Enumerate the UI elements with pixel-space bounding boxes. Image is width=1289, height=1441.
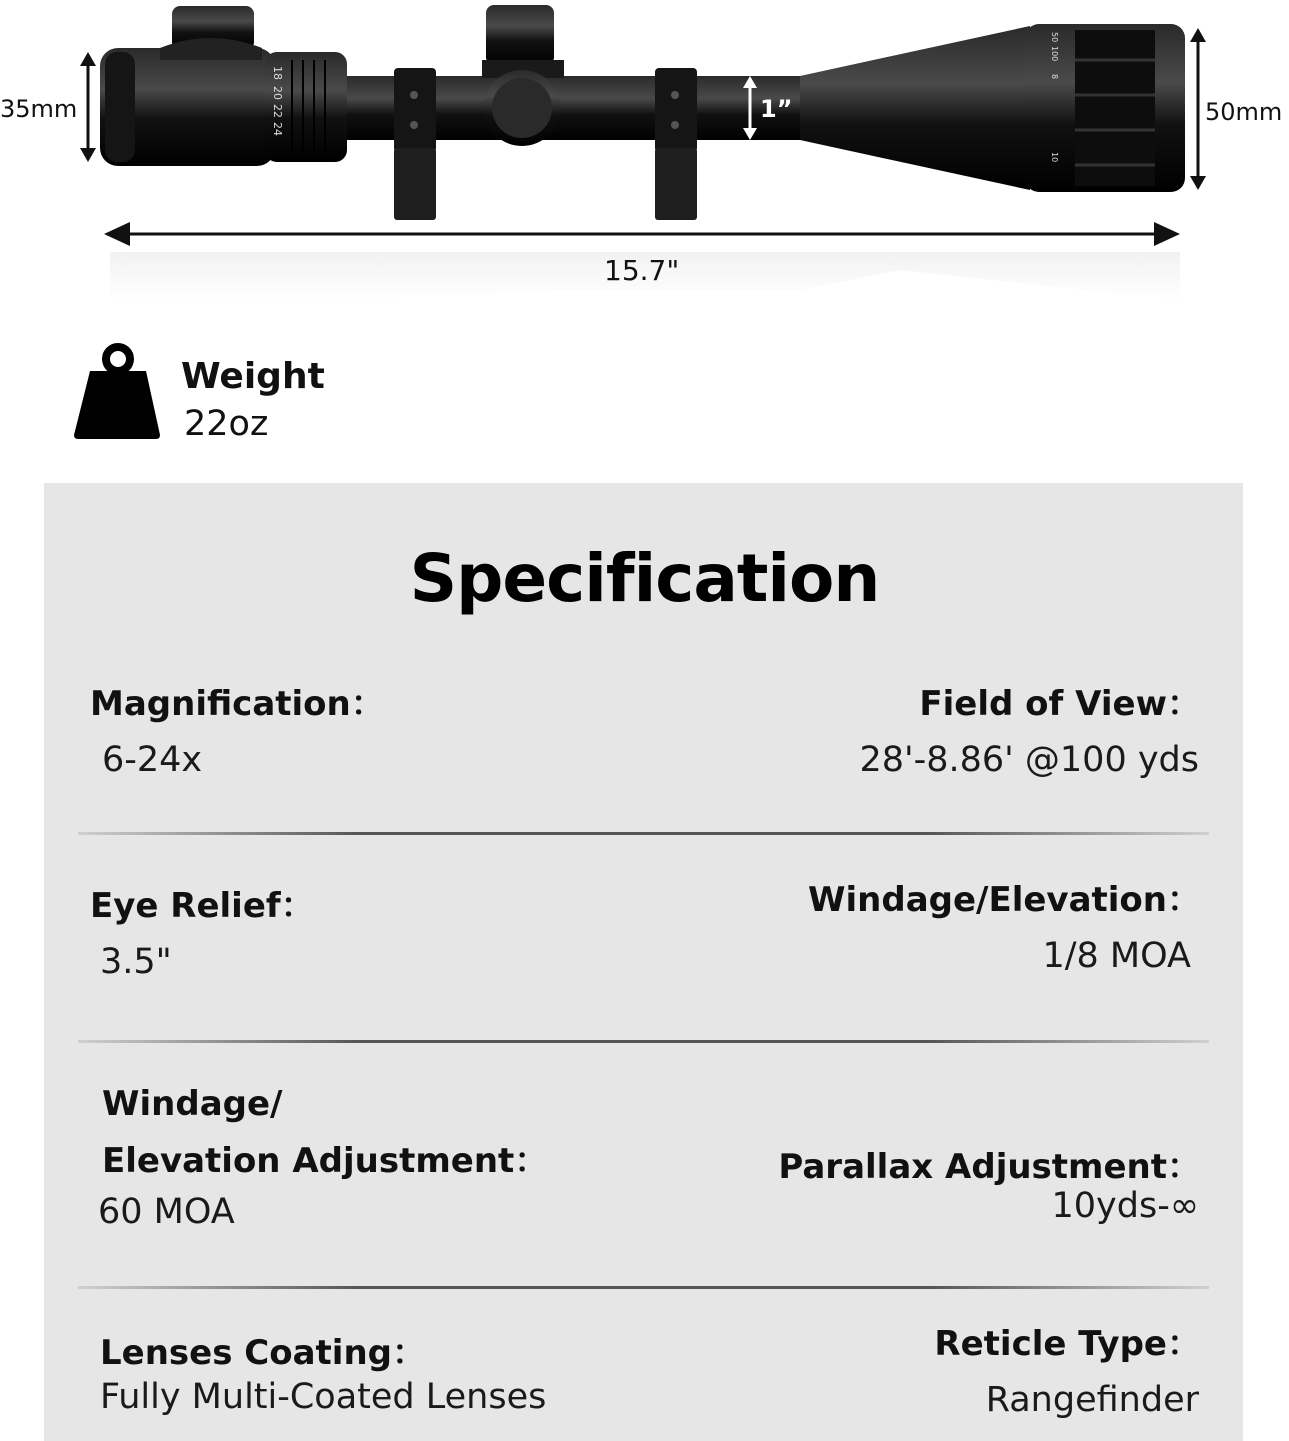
parallax-marking-3: 8 — [1050, 74, 1059, 80]
eyepiece-dimension-arrow — [80, 52, 96, 162]
elevation-turret — [486, 5, 554, 65]
weight-value: 22oz — [184, 404, 269, 444]
length-label: 15.7" — [604, 254, 680, 287]
tube-diameter-label: 1” — [760, 95, 793, 123]
objective-dimension-arrow — [1190, 28, 1206, 190]
magnification-label: Magnification： — [90, 684, 385, 724]
lenses-coating-value: Fully Multi-Coated Lenses — [100, 1377, 547, 1417]
windage-elevation-adjustment-value: 60 MOA — [98, 1192, 235, 1232]
windage-elevation-label: Windage/Elevation： — [808, 880, 1201, 920]
length-dimension-arrow — [104, 222, 1180, 246]
objective-diameter-label: 50mm — [1205, 98, 1283, 126]
divider-2 — [78, 1040, 1209, 1043]
parallax-marking-4: 10 — [1050, 152, 1059, 163]
field-of-view-label: Field of View： — [919, 684, 1201, 724]
parallax-marking-1: 50 — [1050, 32, 1059, 43]
eyepiece-cap — [105, 52, 135, 162]
parallax-adjustment-value: 10yds-∞ — [1051, 1186, 1199, 1226]
power-marking-2: 20 — [271, 86, 284, 100]
weight-icon — [72, 343, 162, 441]
field-of-view-value: 28'-8.86' @100 yds — [859, 740, 1199, 780]
power-marking-1: 18 — [271, 66, 284, 80]
lenses-coating-label: Lenses Coating： — [100, 1333, 427, 1373]
eye-relief-label: Eye Relief： — [90, 886, 315, 926]
divider-3 — [78, 1286, 1209, 1289]
parallax-marking-2: 100 — [1050, 46, 1059, 62]
scope-ring-mount-rear — [394, 68, 436, 220]
parallax-adjustment-label: Parallax Adjustment： — [778, 1147, 1201, 1187]
objective-bell — [800, 26, 1030, 190]
divider-1 — [78, 832, 1209, 835]
eyepiece-diameter-label: 35mm — [0, 95, 78, 123]
windage-elevation-adjustment-label-line2: Elevation Adjustment： — [102, 1141, 549, 1181]
windage-elevation-value: 1/8 MOA — [1042, 936, 1191, 976]
reticle-type-label: Reticle Type： — [934, 1324, 1201, 1364]
specification-title: Specification — [409, 540, 880, 617]
power-marking-3: 22 — [271, 104, 284, 118]
power-marking-4: 24 — [271, 122, 284, 136]
scope-ring-mount-front — [655, 68, 697, 220]
windage-turret-cap — [492, 78, 552, 138]
magnification-value: 6-24x — [102, 740, 203, 780]
reticle-type-value: Rangefinder — [985, 1380, 1199, 1420]
windage-elevation-adjustment-label-line1: Windage/ — [102, 1084, 283, 1124]
weight-title: Weight — [181, 356, 325, 397]
rifle-scope-illustration — [0, 0, 1289, 340]
eye-relief-value: 3.5" — [100, 942, 172, 982]
parallax-ring-grips — [1075, 30, 1155, 186]
